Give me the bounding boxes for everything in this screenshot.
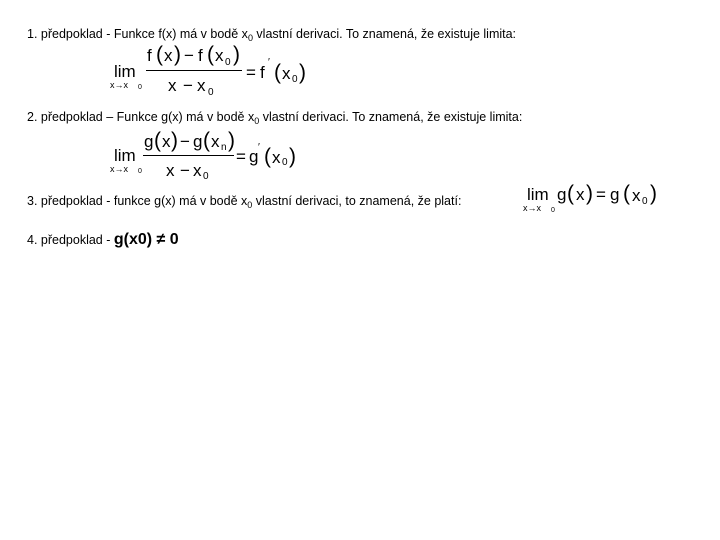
formula-3-g2: g (610, 185, 620, 204)
formula-1-rhs-rparen: ) (299, 61, 306, 84)
formula-2-lim-sub: x→x (110, 164, 128, 174)
formula-2-num-x0-sub: n (221, 142, 227, 153)
assumption-4-text (27, 232, 179, 248)
formula-2-num-x0: x (211, 132, 220, 151)
assumption-3-text (27, 193, 461, 210)
formula-3-rparen: ) (586, 182, 593, 205)
formula-1-num-f2: f (198, 46, 203, 65)
formula-3-equals: = (596, 185, 606, 204)
formula-2-rhs-prime: ′ (258, 142, 260, 153)
formula-2-num-x: x (162, 132, 171, 151)
formula-2-num-minus: − (180, 132, 190, 151)
formula-2-rhs-x-sub: 0 (282, 157, 288, 168)
formula-2-num-rparen: ) (171, 129, 178, 152)
formula-3-x: x (576, 185, 585, 204)
assumption-3-subscript: 0 (247, 200, 253, 210)
formula-3-g: g (557, 185, 567, 204)
formula-1-num-x0: x (215, 46, 224, 65)
formula-1-num-lparen2: ( (207, 43, 214, 66)
assumption-2-before: 2. předpoklad – Funkce g(x) má v bodě x (27, 110, 255, 124)
formula-3-lim-sub: x→x (523, 203, 541, 213)
formula-1-rhs-lparen: ( (274, 61, 281, 84)
formula-1-num-f: f (147, 46, 152, 65)
formula-1-rhs-x-sub: 0 (292, 74, 298, 85)
assumption-1-after: vlastní derivaci. To znamená, že existuje limita: (252, 27, 517, 41)
formula-2-fraction-bar (143, 155, 234, 156)
formula-1-rhs-x: x (282, 64, 291, 83)
formula-1-den-x0: x (197, 76, 206, 95)
formula-2-lim-sub-index: 0 (138, 168, 142, 175)
formula-2-den-x0: x (193, 161, 202, 180)
formula-1-fraction-bar (146, 70, 242, 71)
formula-1-rhs-f: f (260, 63, 265, 82)
assumption-4-before: 4. předpoklad - (27, 233, 114, 247)
formula-3-lim: lim (527, 185, 549, 204)
formula-1-den-x: x (168, 76, 177, 95)
assumption-1-subscript: 0 (247, 33, 253, 43)
assumption-2-text (27, 109, 522, 126)
formula-2-rhs-x: x (272, 148, 281, 167)
formula-1-den-minus: − (183, 76, 193, 95)
formula-1-equals: = (246, 63, 256, 82)
formula-3-lim-sub-index: 0 (551, 207, 555, 214)
formula-1-num-x0-sub: 0 (225, 57, 231, 68)
formula-3-x0: x (632, 186, 641, 205)
assumption-1-text (27, 26, 516, 43)
assumption-2-after: vlastní derivaci. To znamená, že existuje limita: (259, 110, 523, 124)
formula-3-lparen2: ( (623, 182, 630, 205)
assumption-4-condition: g(x0) ≠ 0 (113, 231, 179, 248)
formula-1-lim-sub-index: 0 (138, 84, 142, 91)
formula-2-rhs-g: g (249, 147, 259, 166)
formula-1-num-minus: − (184, 46, 194, 65)
formula-1-lim: lim (114, 62, 136, 81)
formula-1-rhs-prime: ′ (268, 57, 270, 68)
formula-1-den-x0-sub: 0 (208, 87, 214, 98)
formula-3-x0-sub: 0 (642, 196, 648, 207)
formula-2-num-g2: g (193, 132, 203, 151)
formula-2-num-lparen2: ( (203, 129, 210, 152)
assumption-1-before: 1. předpoklad - Funkce f(x) má v bodě x (27, 27, 248, 41)
assumption-3-before: 3. předpoklad - funkce g(x) má v bodě x (27, 194, 248, 208)
assumption-2-subscript: 0 (254, 116, 260, 126)
formula-3-rparen2: ) (650, 182, 657, 205)
formula-2-den-x: x (166, 161, 175, 180)
formula-1-num-x: x (164, 46, 173, 65)
formula-2-lim: lim (114, 146, 136, 165)
formula-1-num-rparen2: ) (233, 43, 240, 66)
formula-1-lim-sub: x→x (110, 80, 128, 90)
formula-2-rhs-rparen: ) (289, 145, 296, 168)
formula-2-num-lparen: ( (154, 129, 161, 152)
formula-1-num-lparen: ( (156, 43, 163, 66)
formula-2-den-minus: − (180, 161, 190, 180)
formula-2-num-g: g (144, 132, 154, 151)
formula-1-num-rparen: ) (174, 43, 181, 66)
formula-2-rhs-lparen: ( (264, 145, 271, 168)
formula-2-den-x0-sub: 0 (203, 171, 209, 182)
formula-3-lparen: ( (567, 182, 574, 205)
formula-2-equals: = (236, 147, 246, 166)
assumption-3-after: vlastní derivaci, to znamená, že platí: (252, 194, 462, 208)
formula-2-num-rparen2: ) (228, 129, 235, 152)
